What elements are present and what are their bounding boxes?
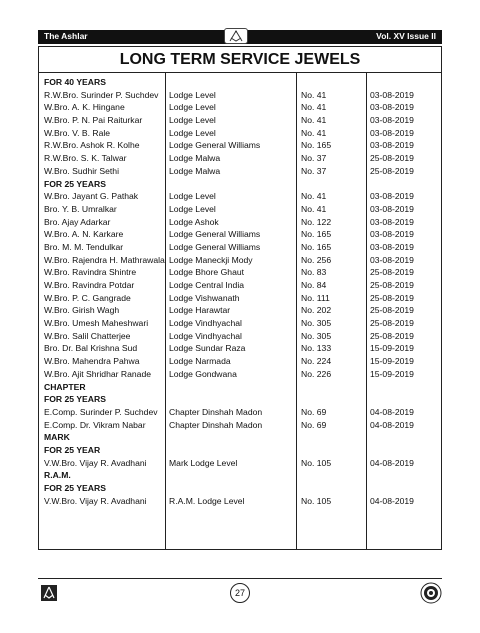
- lodge-number: No. 83: [301, 267, 327, 278]
- member-name: R.W.Bro. Surinder P. Suchdev: [44, 89, 159, 100]
- page-number: 27: [230, 583, 250, 603]
- table-row: [39, 101, 441, 114]
- lodge-name: Chapter Dinshah Madon: [169, 406, 263, 417]
- lodge-name: Lodge Malwa: [169, 165, 221, 176]
- award-date: 15-09-2019: [370, 368, 414, 379]
- section-heading: FOR 40 YEARS: [44, 77, 106, 87]
- lodge-name: R.A.M. Lodge Level: [169, 495, 245, 506]
- lodge-number: No. 105: [301, 457, 332, 468]
- table-row: [39, 89, 441, 102]
- table-row: [39, 254, 441, 267]
- member-name: W.Bro. Ravindra Potdar: [44, 280, 135, 290]
- award-date: 04-08-2019: [370, 457, 414, 468]
- lodge-name: Lodge Gondwana: [169, 368, 237, 379]
- table-row: [39, 457, 441, 470]
- lodge-name: Lodge General Williams: [169, 229, 261, 240]
- lodge-name: Lodge Narmada: [169, 356, 231, 367]
- table-row: [39, 241, 441, 254]
- section-heading-row: [39, 381, 441, 394]
- member-name: E.Comp. Surinder P. Suchdev: [44, 406, 158, 417]
- page-title: LONG TERM SERVICE JEWELS: [39, 47, 441, 73]
- award-date: 03-08-2019: [370, 140, 414, 151]
- section-heading-row: [39, 482, 441, 495]
- lodge-number: No. 202: [301, 305, 332, 316]
- lodge-number: No. 256: [301, 254, 332, 265]
- table-row: [39, 342, 441, 355]
- table-row: [39, 190, 441, 203]
- table-row: [39, 317, 441, 330]
- award-date: 25-08-2019: [370, 305, 414, 316]
- lodge-name: Lodge Central India: [169, 280, 245, 290]
- lodge-name: Lodge General Williams: [169, 140, 261, 151]
- section-heading-row: [39, 76, 441, 89]
- lodge-name: Lodge General Williams: [169, 241, 261, 252]
- lodge-number: No. 122: [301, 216, 332, 227]
- section-heading-row: [39, 178, 441, 191]
- award-date: 03-08-2019: [370, 89, 414, 100]
- member-name: W.Bro. Ravindra Shintre: [44, 267, 137, 278]
- table-row: [39, 127, 441, 140]
- table-row: [39, 228, 441, 241]
- lodge-name: Lodge Sundar Raza: [169, 343, 246, 354]
- member-name: W.Bro. Umesh Maheshwari: [44, 318, 149, 329]
- publication-title: The Ashlar: [44, 31, 88, 41]
- lodge-name: Lodge Maneckji Mody: [169, 254, 253, 265]
- award-date: 15-09-2019: [370, 356, 414, 367]
- award-date: 03-08-2019: [370, 229, 414, 240]
- lodge-name: Lodge Vindhyachal: [169, 330, 242, 341]
- lodge-number: No. 224: [301, 356, 332, 367]
- lodge-name: Lodge Level: [169, 203, 216, 214]
- table-row: [39, 406, 441, 419]
- masonic-emblem-icon: [40, 584, 58, 607]
- table-row: [39, 152, 441, 165]
- table-row: [39, 139, 441, 152]
- member-name: E.Comp. Dr. Vikram Nabar: [44, 419, 146, 430]
- section-heading-row: [39, 469, 441, 482]
- member-name: V.W.Bro. Vijay R. Avadhani: [44, 495, 147, 506]
- table-rows: [39, 76, 441, 507]
- table-row: [39, 165, 441, 178]
- award-date: 25-08-2019: [370, 153, 414, 164]
- section-heading: FOR 25 YEAR: [44, 444, 101, 455]
- award-date: 04-08-2019: [370, 495, 414, 506]
- lodge-name: Lodge Vishwanath: [169, 292, 240, 303]
- section-heading-row: [39, 393, 441, 406]
- member-name: R.W.Bro. S. K. Talwar: [44, 153, 127, 164]
- lodge-number: No. 37: [301, 153, 327, 164]
- section-heading: FOR 25 YEARS: [44, 483, 106, 493]
- table-row: [39, 279, 441, 292]
- award-date: 25-08-2019: [370, 280, 414, 290]
- lodge-name: Lodge Level: [169, 127, 216, 138]
- award-date: 15-09-2019: [370, 343, 414, 354]
- table-row: [39, 330, 441, 343]
- lodge-number: No. 165: [301, 140, 332, 151]
- section-heading: FOR 25 YEARS: [44, 178, 106, 189]
- member-name: W.Bro. P. C. Gangrade: [44, 292, 131, 303]
- lodge-number: No. 165: [301, 241, 332, 252]
- footer-rule: [38, 578, 442, 579]
- lodge-number: No. 41: [301, 102, 327, 113]
- lodge-number: No. 37: [301, 165, 327, 176]
- grand-lodge-seal-icon: [420, 582, 442, 609]
- award-date: 03-08-2019: [370, 216, 414, 227]
- lodge-number: No. 41: [301, 89, 327, 100]
- lodge-name: Lodge Harawtar: [169, 305, 231, 316]
- lodge-name: Mark Lodge Level: [169, 457, 238, 468]
- award-date: 03-08-2019: [370, 191, 414, 202]
- table-row: [39, 216, 441, 229]
- member-name: W.Bro. Salil Chatterjee: [44, 330, 131, 341]
- lodge-number: No. 165: [301, 229, 332, 240]
- section-heading-row: [39, 444, 441, 457]
- square-and-compasses-emblem-icon: [224, 28, 248, 44]
- lodge-name: Lodge Level: [169, 191, 216, 202]
- table-row: [39, 495, 441, 508]
- member-name: Bro. Dr. Bal Krishna Sud: [44, 343, 138, 354]
- lodge-number: No. 305: [301, 318, 332, 329]
- member-name: W.Bro. A. K. Hingane: [44, 102, 125, 113]
- member-name: W.Bro. P. N. Pai Raiturkar: [44, 115, 143, 126]
- lodge-name: Lodge Ashok: [169, 216, 219, 227]
- member-name: Bro. M. M. Tendulkar: [44, 241, 124, 252]
- table-row: [39, 266, 441, 279]
- member-name: W.Bro. Jayant G. Pathak: [44, 191, 139, 202]
- table-row: [39, 203, 441, 216]
- member-name: R.W.Bro. Ashok R. Kolhe: [44, 140, 140, 151]
- award-date: 04-08-2019: [370, 419, 414, 430]
- member-name: W.Bro. Girish Wagh: [44, 305, 120, 316]
- lodge-number: No. 84: [301, 280, 327, 290]
- award-date: 03-08-2019: [370, 115, 414, 126]
- award-date: 03-08-2019: [370, 127, 414, 138]
- award-date: 03-08-2019: [370, 102, 414, 113]
- award-date: 25-08-2019: [370, 165, 414, 176]
- award-date: 03-08-2019: [370, 203, 414, 214]
- lodge-number: No. 226: [301, 368, 332, 379]
- table-row: [39, 368, 441, 381]
- table-row: [39, 419, 441, 432]
- member-name: W.Bro. Mahendra Pahwa: [44, 356, 140, 367]
- member-name: Bro. Y. B. Umralkar: [44, 203, 117, 214]
- lodge-number: No. 305: [301, 330, 332, 341]
- service-jewels-table: [38, 46, 442, 550]
- member-name: W.Bro. Rajendra H. Mathrawala: [44, 254, 165, 265]
- lodge-name: Chapter Dinshah Madon: [169, 419, 263, 430]
- member-name: W.Bro. Sudhir Sethi: [44, 165, 119, 176]
- lodge-name: Lodge Malwa: [169, 153, 221, 164]
- lodge-name: Lodge Vindhyachal: [169, 318, 242, 329]
- table-row: [39, 292, 441, 305]
- award-date: 25-08-2019: [370, 292, 414, 303]
- section-heading: MARK: [44, 432, 70, 443]
- award-date: 03-08-2019: [370, 254, 414, 265]
- lodge-number: No. 41: [301, 127, 327, 138]
- lodge-number: No. 111: [301, 292, 330, 303]
- lodge-number: No. 41: [301, 191, 327, 202]
- section-heading-row: [39, 431, 441, 444]
- lodge-number: No. 69: [301, 406, 327, 417]
- member-name: W.Bro. A. N. Karkare: [44, 229, 124, 240]
- lodge-name: Lodge Level: [169, 102, 216, 113]
- lodge-name: Lodge Level: [169, 115, 216, 126]
- table-row: [39, 304, 441, 317]
- lodge-number: No. 105: [301, 495, 332, 506]
- section-heading: CHAPTER: [44, 381, 86, 392]
- table-row: [39, 355, 441, 368]
- award-date: 04-08-2019: [370, 406, 414, 417]
- award-date: 25-08-2019: [370, 318, 414, 329]
- lodge-name: Lodge Bhore Ghaut: [169, 267, 245, 278]
- section-heading: FOR 25 YEARS: [44, 394, 106, 405]
- award-date: 25-08-2019: [370, 267, 414, 278]
- member-name: W.Bro. V. B. Rale: [44, 127, 111, 138]
- member-name: Bro. Ajay Adarkar: [44, 216, 111, 227]
- member-name: W.Bro. Ajit Shridhar Ranade: [44, 368, 151, 379]
- lodge-number: No. 69: [301, 419, 327, 430]
- issue-label: Vol. XV Issue II: [376, 31, 436, 41]
- lodge-number: No. 41: [301, 115, 327, 126]
- lodge-number: No. 133: [301, 343, 332, 354]
- section-heading: R.A.M.: [44, 470, 71, 481]
- award-date: 03-08-2019: [370, 241, 414, 252]
- member-name: V.W.Bro. Vijay R. Avadhani: [44, 457, 147, 468]
- award-date: 25-08-2019: [370, 330, 414, 341]
- lodge-number: No. 41: [301, 203, 327, 214]
- lodge-name: Lodge Level: [169, 89, 216, 100]
- table-row: [39, 114, 441, 127]
